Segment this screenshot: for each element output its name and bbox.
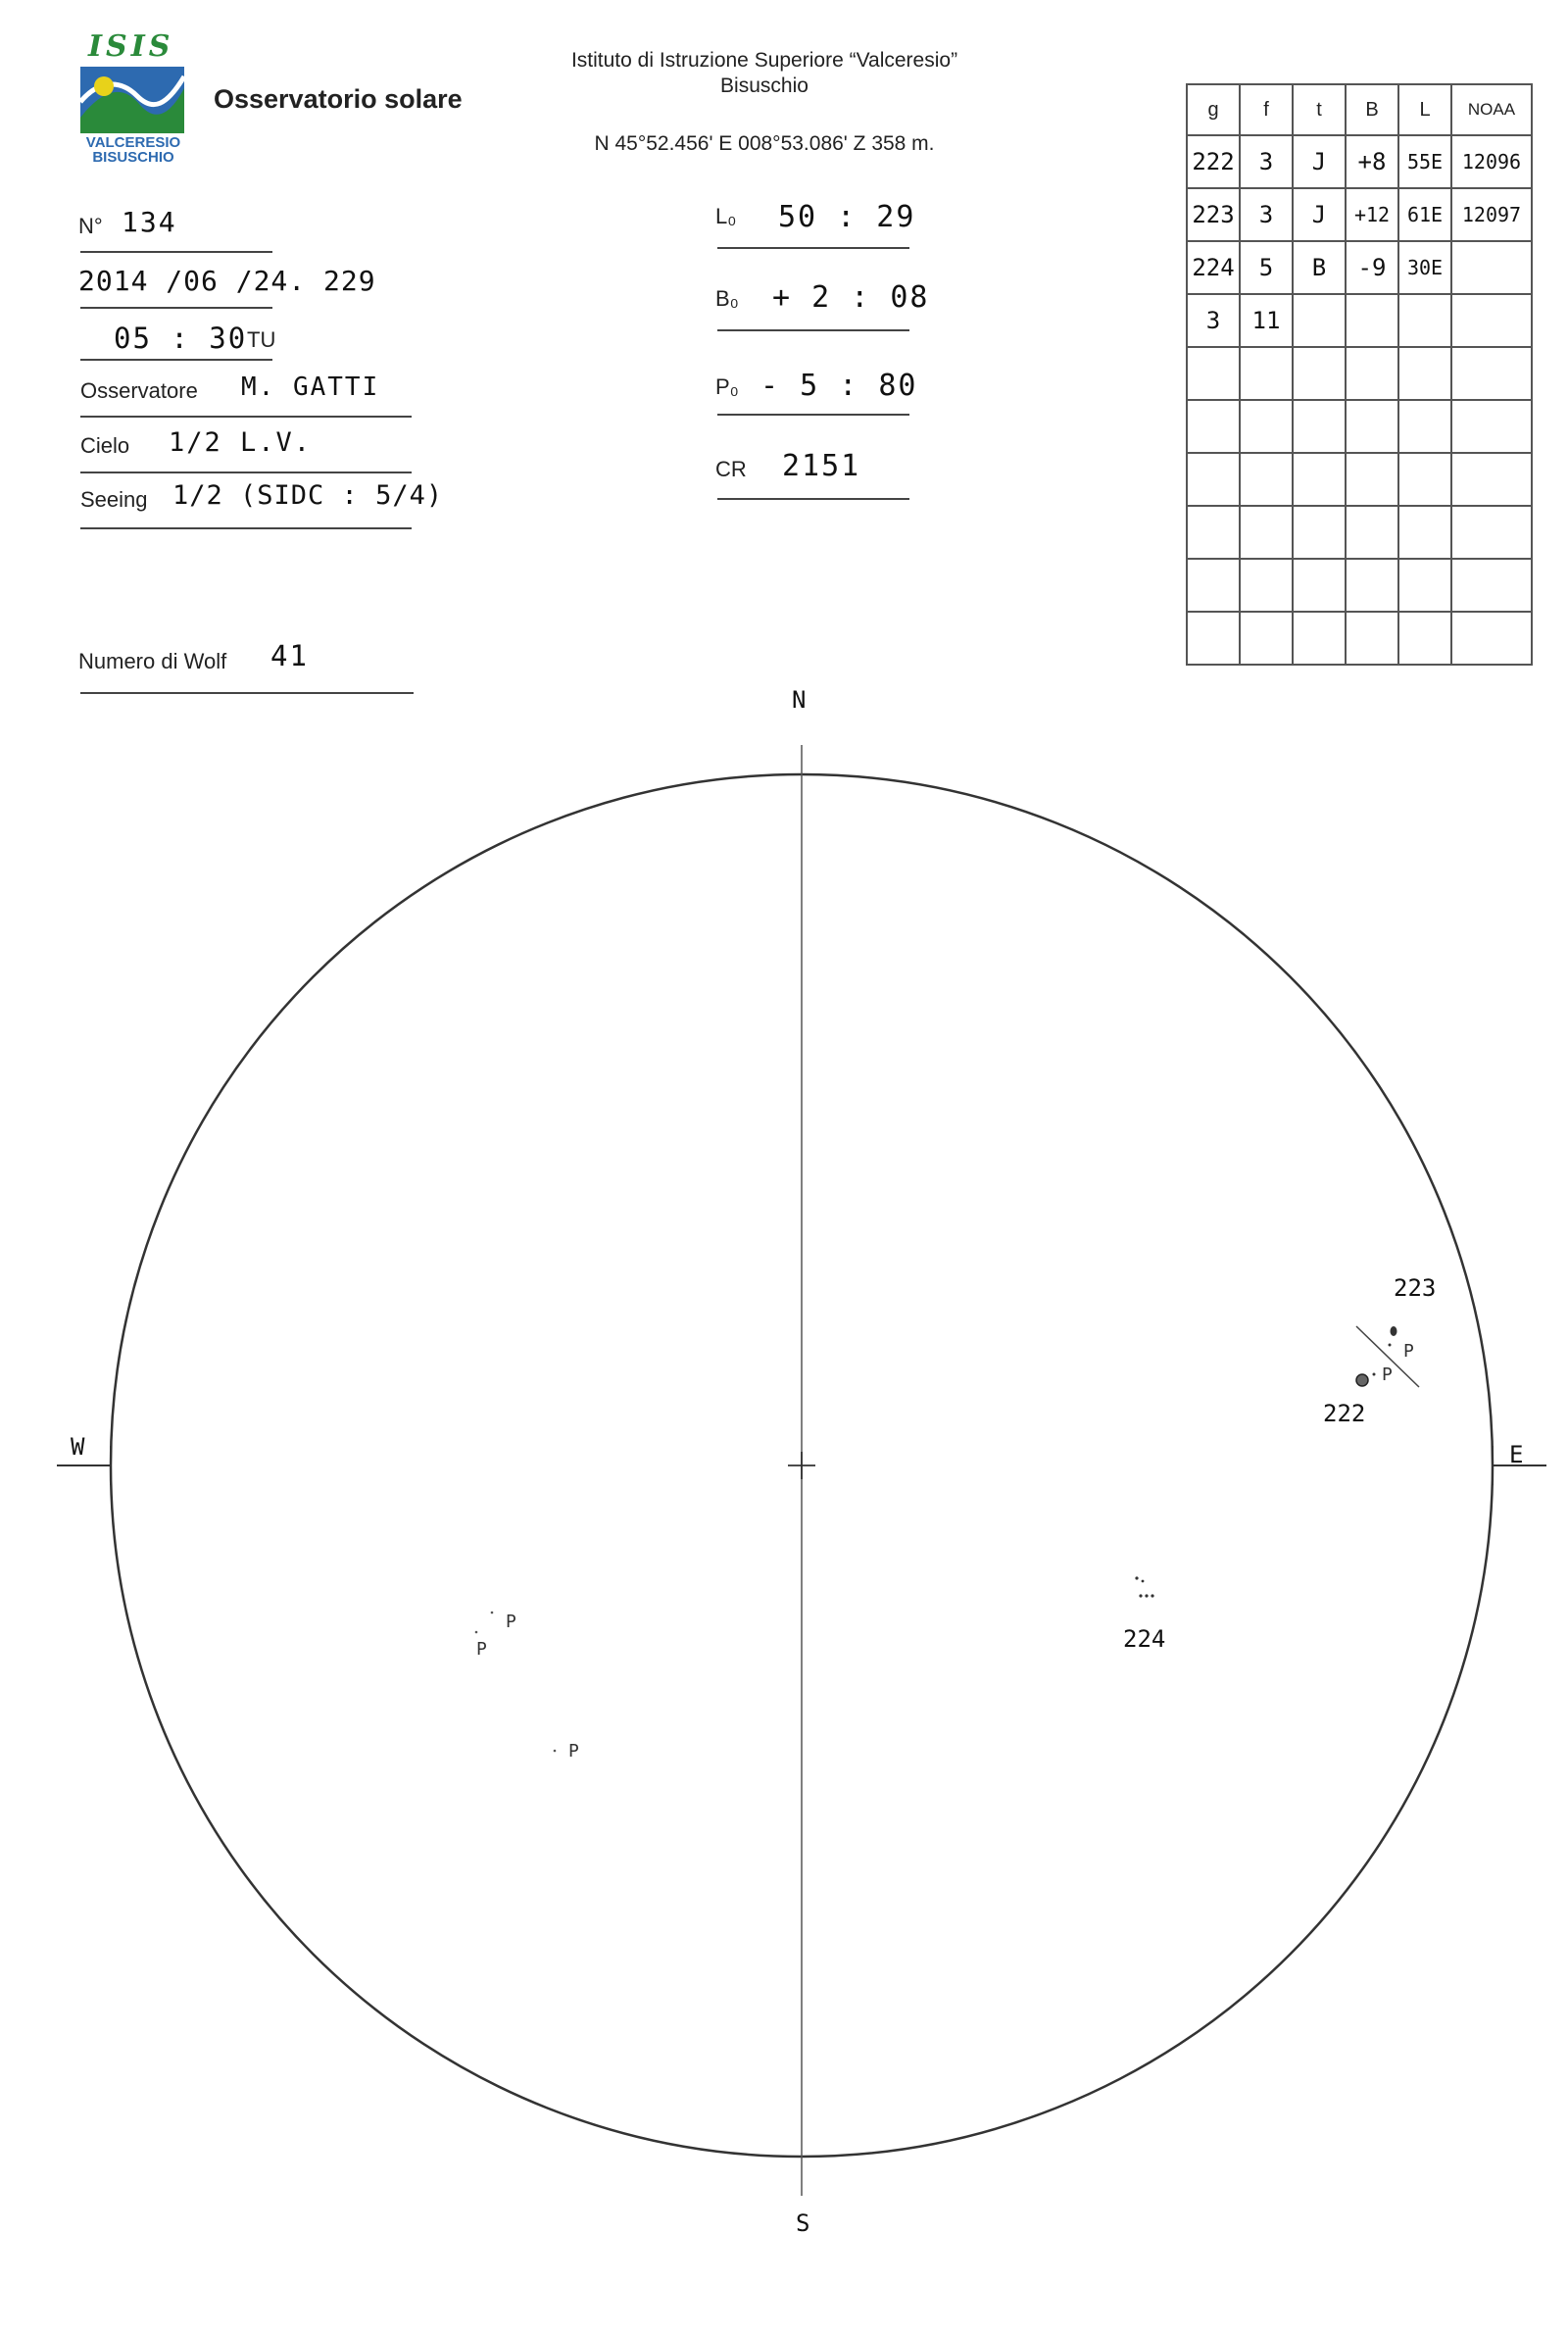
column-header-g: g — [1187, 84, 1240, 135]
group-label-224: 224 — [1123, 1625, 1166, 1653]
pen-mark: P — [1403, 1341, 1414, 1362]
table-cell — [1451, 241, 1532, 294]
table-cell — [1398, 400, 1451, 453]
cr-label: CR — [715, 457, 747, 481]
observation-number: 134 — [122, 206, 177, 238]
table-cell: 11 — [1240, 294, 1293, 347]
sunspot-223 — [1391, 1326, 1397, 1336]
p0-underline — [717, 414, 909, 416]
south-label: S — [796, 2209, 810, 2237]
table-cell: B — [1293, 241, 1346, 294]
table-cell: J — [1293, 188, 1346, 241]
observer-underline — [80, 416, 412, 418]
table-row — [1187, 294, 1532, 347]
table-row — [1187, 135, 1532, 188]
sunspot-224-a — [1135, 1576, 1138, 1579]
table-row — [1187, 241, 1532, 294]
table-cell: 5 — [1240, 241, 1293, 294]
table-cell — [1293, 347, 1346, 400]
table-cell — [1240, 453, 1293, 506]
table-cell — [1293, 559, 1346, 612]
table-cell — [1346, 294, 1398, 347]
table-cell: 12096 — [1451, 135, 1532, 188]
table-row — [1187, 188, 1532, 241]
cr-underline — [717, 498, 909, 500]
table-cell: +8 — [1346, 135, 1398, 188]
logo-subtitle — [74, 135, 192, 165]
number-label: N° — [78, 214, 103, 238]
institute-town: Bisuschio — [720, 74, 808, 97]
table-cell: 61E — [1398, 188, 1451, 241]
table-cell — [1187, 559, 1240, 612]
sunspot-group-table — [1186, 83, 1533, 666]
pen-mark: P — [1382, 1365, 1393, 1385]
b0-value: + 2 : 08 — [772, 280, 930, 315]
logo — [80, 29, 188, 167]
table-cell: 222 — [1187, 135, 1240, 188]
pen-mark: P — [568, 1741, 579, 1762]
table-cell — [1240, 347, 1293, 400]
time-unit: TU — [247, 327, 276, 352]
table-cell — [1293, 453, 1346, 506]
observation-time: 05 : 30 — [114, 322, 248, 355]
table-cell — [1187, 347, 1240, 400]
table-cell — [1240, 559, 1293, 612]
sunspot-224-b — [1142, 1580, 1145, 1583]
seeing-value: 1/2 (SIDC : 5/4) — [172, 480, 444, 511]
cr-value: 2151 — [782, 449, 861, 483]
table-cell: 224 — [1187, 241, 1240, 294]
table-cell: 223 — [1187, 188, 1240, 241]
table-cell — [1398, 612, 1451, 665]
table-cell — [1346, 612, 1398, 665]
table-row — [1187, 612, 1532, 665]
sunspot-223-small — [1389, 1344, 1392, 1347]
east-label: E — [1509, 1441, 1524, 1468]
table-cell — [1240, 612, 1293, 665]
table-cell — [1451, 294, 1532, 347]
sunspot-222-small — [1373, 1373, 1376, 1376]
table-cell — [1346, 559, 1398, 612]
column-header-noaa: NOAA — [1451, 84, 1532, 135]
observatory-coordinates: N 45°52.456' E 008°53.086' Z 358 m. — [594, 132, 935, 155]
column-header-f: f — [1240, 84, 1293, 135]
logo-emblem-icon — [80, 67, 184, 133]
table-cell — [1187, 453, 1240, 506]
solar-disk-drawing — [0, 667, 1568, 2333]
pen-mark: P — [506, 1612, 516, 1632]
logo-subtitle-2: BISUSCHIO — [92, 149, 174, 166]
page-title: Osservatorio solare — [214, 84, 463, 114]
b0-underline — [717, 329, 909, 331]
table-cell — [1240, 400, 1293, 453]
table-row — [1187, 347, 1532, 400]
table-cell — [1187, 400, 1240, 453]
l0-underline — [717, 247, 909, 249]
table-cell — [1240, 506, 1293, 559]
table-cell: 3 — [1187, 294, 1240, 347]
west-label: W — [71, 1433, 85, 1461]
group-label-223: 223 — [1394, 1274, 1437, 1302]
table-row — [1187, 559, 1532, 612]
column-header-b: B — [1346, 84, 1398, 135]
table-cell — [1346, 400, 1398, 453]
logo-subtitle-1: VALCERESIO — [85, 134, 181, 151]
table-cell — [1451, 400, 1532, 453]
l0-label: L₀ — [715, 204, 737, 228]
table-cell: 3 — [1240, 188, 1293, 241]
table-cell — [1398, 559, 1451, 612]
institute-name: Istituto di Istruzione Superiore “Valceresio” — [570, 49, 958, 72]
table-cell — [1293, 294, 1346, 347]
table-cell — [1187, 612, 1240, 665]
table-cell — [1293, 612, 1346, 665]
table-cell — [1346, 506, 1398, 559]
table-cell — [1346, 347, 1398, 400]
table-cell — [1451, 347, 1532, 400]
l0-value: 50 : 29 — [778, 200, 916, 234]
number-underline — [80, 251, 272, 253]
table-cell: +12 — [1346, 188, 1398, 241]
table-cell: -9 — [1346, 241, 1398, 294]
table-cell: 3 — [1240, 135, 1293, 188]
table-cell — [1187, 506, 1240, 559]
table-cell — [1451, 559, 1532, 612]
table-cell — [1293, 400, 1346, 453]
north-label: N — [792, 686, 807, 714]
b0-label: B₀ — [715, 286, 739, 311]
p0-label: P₀ — [715, 374, 739, 399]
table-header-row — [1187, 84, 1532, 135]
table-cell: 12097 — [1451, 188, 1532, 241]
observer-name: M. GATTI — [241, 372, 380, 402]
sky-label: Cielo — [80, 433, 130, 458]
table-cell — [1293, 506, 1346, 559]
table-cell — [1451, 453, 1532, 506]
table-cell — [1346, 453, 1398, 506]
sky-underline — [80, 472, 412, 473]
pen-dot-2 — [491, 1612, 494, 1614]
date-underline — [80, 307, 272, 309]
table-row — [1187, 400, 1532, 453]
observation-date: 2014 /06 /24. 229 — [78, 265, 376, 297]
table-cell: 30E — [1398, 241, 1451, 294]
pen-dot-3 — [554, 1750, 557, 1753]
table-cell — [1398, 294, 1451, 347]
p0-value: - 5 : 80 — [760, 369, 918, 403]
column-header-l: L — [1398, 84, 1451, 135]
table-cell — [1398, 453, 1451, 506]
table-cell: 55E — [1398, 135, 1451, 188]
seeing-label: Seeing — [80, 487, 148, 512]
group-label-222: 222 — [1323, 1400, 1366, 1427]
logo-mark: ISIS — [88, 29, 174, 64]
sunspot-224-e — [1151, 1594, 1153, 1597]
seeing-underline — [80, 527, 412, 529]
sunspot-224-d — [1145, 1594, 1148, 1597]
table-cell — [1398, 347, 1451, 400]
table-cell — [1398, 506, 1451, 559]
wolf-number-label: Numero di Wolf — [78, 649, 227, 673]
time-underline — [80, 359, 272, 361]
table-cell — [1451, 506, 1532, 559]
table-cell — [1451, 612, 1532, 665]
table-row — [1187, 506, 1532, 559]
observer-label: Osservatore — [80, 378, 198, 403]
sunspot-222 — [1356, 1374, 1368, 1386]
sky-value: 1/2 L.V. — [169, 427, 313, 458]
column-header-t: t — [1293, 84, 1346, 135]
pen-mark: P — [476, 1639, 487, 1660]
table-cell: J — [1293, 135, 1346, 188]
table-row — [1187, 453, 1532, 506]
sunspot-224-c — [1139, 1594, 1142, 1597]
wolf-number: 41 — [270, 639, 309, 672]
pen-dot-1 — [475, 1631, 478, 1634]
